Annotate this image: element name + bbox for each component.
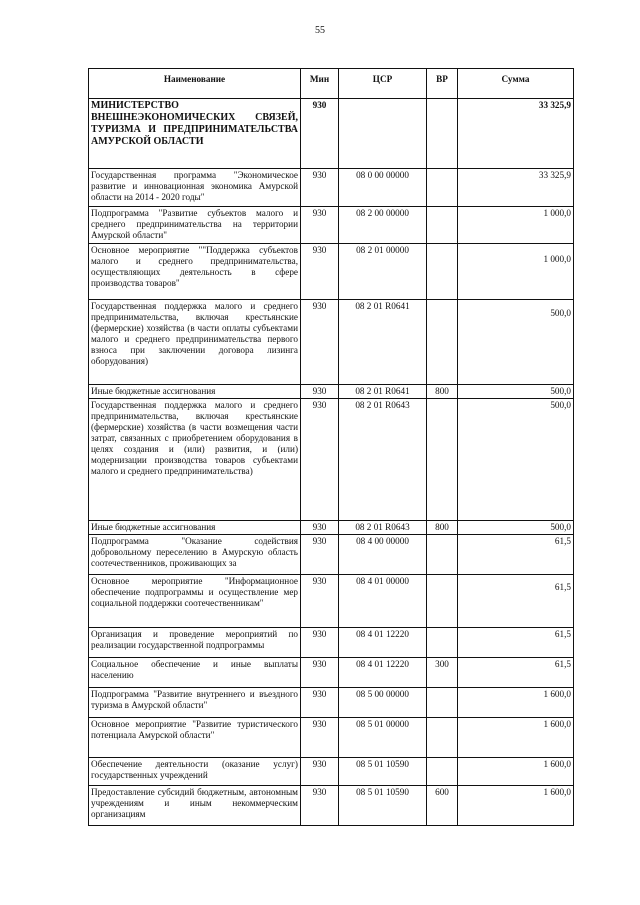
row-vr: [427, 688, 458, 718]
row-name: МИНИСТЕРСТВО ВНЕШНЕЭКОНОМИЧЕСКИХ СВЯЗЕЙ, ТУРИЗМА И ПРЕДПРИНИМАТЕЛЬСТВА АМУРСКОЙ ОБЛАСТИ: [89, 99, 301, 169]
row-vr: [427, 758, 458, 786]
row-sum: 61,5: [458, 658, 574, 688]
row-csr: 08 4 00 00000: [339, 535, 427, 575]
row-name: Социальное обеспечение и иные выплаты населению: [89, 658, 301, 688]
table-row: [89, 169, 574, 207]
table-row: [89, 718, 574, 758]
table-row: [89, 628, 574, 658]
row-csr: 08 2 01 R0643: [339, 521, 427, 535]
row-name: Обеспечение деятельности (оказание услуг) государственных учреждений: [89, 758, 301, 786]
row-sum: 61,5: [458, 575, 574, 628]
row-csr: 08 5 01 10590: [339, 758, 427, 786]
row-name: Государственная поддержка малого и среднего предпринимательства, включая крестьянские (фермерские) хозяйства (в части возмещения части затрат, связанных с приобретением оборудования в целях создания и (или) развития, и (или) модернизации производства товаров субъектами малого и среднего предпринимательства): [89, 399, 301, 521]
row-sum: 33 325,9: [458, 169, 574, 207]
row-sum: 61,5: [458, 628, 574, 658]
row-sum: 33 325,9: [458, 99, 574, 169]
table-row: [89, 99, 574, 169]
row-vr: [427, 535, 458, 575]
budget-table: [88, 68, 574, 826]
row-name: Основное мероприятие ""Поддержка субъектов малого и среднего предпринимательства, осуществляющих деятельность в сфере производства товаров": [89, 244, 301, 300]
row-min: 930: [301, 169, 339, 207]
row-min: 930: [301, 718, 339, 758]
header-csr: ЦСР: [339, 69, 427, 99]
table-row: [89, 385, 574, 399]
row-csr: 08 4 01 12220: [339, 628, 427, 658]
row-name: Предоставление субсидий бюджетным, автономным учреждениям и иным некоммерческим организациям: [89, 786, 301, 826]
row-min: 930: [301, 99, 339, 169]
row-csr: 08 4 01 00000: [339, 575, 427, 628]
row-min: 930: [301, 207, 339, 244]
row-min: 930: [301, 786, 339, 826]
row-vr: [427, 628, 458, 658]
row-sum: 1 600,0: [458, 758, 574, 786]
table-row: [89, 207, 574, 244]
row-min: 930: [301, 628, 339, 658]
row-name: Организация и проведение мероприятий по реализации государственной подпрограммы: [89, 628, 301, 658]
row-name: Подпрограмма "Оказание содействия добровольному переселению в Амурскую область соотечественников, проживающих за: [89, 535, 301, 575]
row-csr: 08 4 01 12220: [339, 658, 427, 688]
table-row: [89, 758, 574, 786]
row-sum: 1 600,0: [458, 786, 574, 826]
row-sum: 1 600,0: [458, 718, 574, 758]
row-name: Иные бюджетные ассигнования: [89, 521, 301, 535]
row-csr: 08 2 01 R0641: [339, 300, 427, 385]
row-sum: 1 600,0: [458, 688, 574, 718]
row-name: Подпрограмма "Развитие внутреннего и въездного туризма в Амурской области": [89, 688, 301, 718]
table-row: [89, 300, 574, 385]
row-min: 930: [301, 399, 339, 521]
row-vr: [427, 300, 458, 385]
row-sum: 500,0: [458, 399, 574, 521]
header-vr: ВР: [427, 69, 458, 99]
row-vr: [427, 399, 458, 521]
row-csr: 08 5 01 00000: [339, 718, 427, 758]
row-csr: 08 5 01 10590: [339, 786, 427, 826]
table-row: [89, 575, 574, 628]
row-vr: 600: [427, 786, 458, 826]
row-vr: 800: [427, 385, 458, 399]
row-vr: [427, 575, 458, 628]
row-min: 930: [301, 758, 339, 786]
row-name: Государственная поддержка малого и среднего предпринимательства, включая крестьянские (фермерские) хозяйства (в части оплаты субъектами малого и среднего предпринимательства первого взноса при заключении договора лизинга оборудования): [89, 300, 301, 385]
row-csr: 08 5 00 00000: [339, 688, 427, 718]
row-csr: 08 2 01 00000: [339, 244, 427, 300]
row-min: 930: [301, 244, 339, 300]
table-row: [89, 399, 574, 521]
row-vr: 800: [427, 521, 458, 535]
row-min: 930: [301, 385, 339, 399]
row-vr: [427, 207, 458, 244]
row-vr: [427, 718, 458, 758]
row-sum: 500,0: [458, 385, 574, 399]
row-name: Основное мероприятие "Информационное обеспечение подпрограммы и осуществление мер социальной поддержки соотечественникам": [89, 575, 301, 628]
row-vr: [427, 169, 458, 207]
page-number: 55: [315, 25, 325, 36]
row-min: 930: [301, 688, 339, 718]
row-csr: 08 0 00 00000: [339, 169, 427, 207]
row-name: Подпрограмма "Развитие субъектов малого и среднего предпринимательства на территории Амурской области": [89, 207, 301, 244]
row-csr: 08 2 01 R0643: [339, 399, 427, 521]
row-name: Иные бюджетные ассигнования: [89, 385, 301, 399]
table-row: [89, 786, 574, 826]
row-vr: [427, 99, 458, 169]
header-name: Наименование: [89, 69, 301, 99]
table-row: [89, 521, 574, 535]
row-sum: 500,0: [458, 300, 574, 385]
table-row: [89, 658, 574, 688]
row-name: Государственная программа "Экономическое развитие и инновационная экономика Амурской области на 2014 - 2020 годы": [89, 169, 301, 207]
table-row: [89, 535, 574, 575]
row-min: 930: [301, 521, 339, 535]
row-csr: 08 2 01 R0641: [339, 385, 427, 399]
row-min: 930: [301, 575, 339, 628]
row-csr: [339, 99, 427, 169]
row-min: 930: [301, 658, 339, 688]
row-sum: 1 000,0: [458, 244, 574, 300]
row-vr: [427, 244, 458, 300]
row-csr: 08 2 00 00000: [339, 207, 427, 244]
header-min: Мин: [301, 69, 339, 99]
row-sum: 61,5: [458, 535, 574, 575]
row-vr: 300: [427, 658, 458, 688]
row-min: 930: [301, 300, 339, 385]
table-header-row: [89, 69, 574, 99]
row-name: Основное мероприятие "Развитие туристического потенциала Амурской области": [89, 718, 301, 758]
table-row: [89, 688, 574, 718]
row-min: 930: [301, 535, 339, 575]
row-sum: 1 000,0: [458, 207, 574, 244]
header-sum: Сумма: [458, 69, 574, 99]
table-row: [89, 244, 574, 300]
row-sum: 500,0: [458, 521, 574, 535]
